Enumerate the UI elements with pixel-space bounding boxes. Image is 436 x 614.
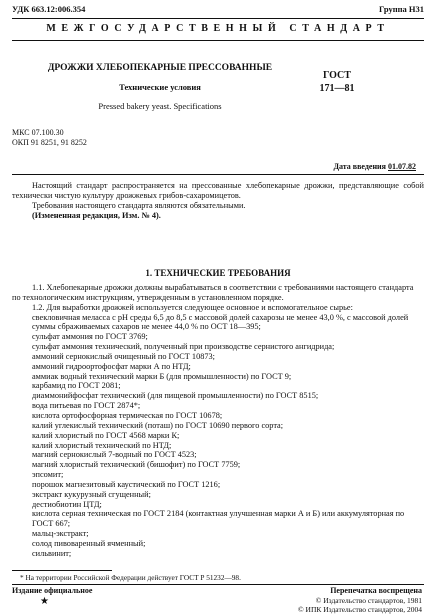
introduction-date	[333, 162, 416, 171]
standard-banner: МЕЖГОСУДАРСТВЕННЫЙ СТАНДАРТ	[46, 23, 390, 34]
gost-number	[292, 69, 382, 95]
requirements-list	[12, 283, 424, 559]
footer-rule	[12, 584, 424, 585]
list-item: аммоний сернокислый очищенный по ГОСТ 10873;	[32, 351, 215, 361]
list-item: магний хлористый технический (бишофит) по ГОСТ 7759;	[32, 460, 241, 470]
section-heading: 1. ТЕХНИЧЕСКИЕ ТРЕБОВАНИЯ	[145, 268, 291, 278]
list-item: калий хлористый технический по НТД;	[32, 440, 172, 450]
list-item: магний сернокислый 7-водный по ГОСТ 4523;	[32, 450, 197, 460]
preamble-rule	[12, 174, 424, 175]
list-item: солод пивоваренный ячменный;	[32, 538, 146, 548]
list-item: свекловичная меласса с pH среды 6,5 до 8,5 с массовой долей сахарозы не менее 43,0 %, с массовой долей суммы сбраживаемых сахаров не менее 44,0 % по ОСТ 18—395;	[32, 312, 409, 332]
list-item: калий углекислый технический (поташ) по ГОСТ 10690 первого сорта;	[32, 420, 284, 430]
gost-code: 171—81	[319, 83, 355, 94]
list-item: дестиобиотин ЦТД;	[32, 499, 102, 509]
list-item: кислота ортофосфорная термическая по ГОСТ 10678;	[32, 410, 223, 420]
english-title: Pressed bakery yeast. Specifications	[98, 101, 222, 111]
clause-1-1: 1.1. Хлебопекарные дрожжи должны вырабатываться в соответствии с требованиями настоящего стандарта по технологическим инструкциям, утвержденным в установленном порядке.	[12, 283, 414, 302]
list-item: сульфат аммония технический, полученный при производстве сернистого ангидрида;	[32, 342, 335, 352]
reprint-notice: Перепечатка воспрещена	[330, 586, 422, 595]
copyright-1981: © Издательство стандартов, 1981	[315, 596, 422, 605]
intro-date-value: 01.07.82	[388, 162, 416, 171]
list-item: кислота серная техническая по ГОСТ 2184 (контактная улучшенная марки А и Б) или аккумуляторная по ГОСТ 667;	[32, 509, 405, 529]
top-rule	[12, 18, 424, 19]
list-item: аммоний гидроортофосфат марки А по НТД;	[32, 361, 191, 371]
document-subtitle: Технические условия	[119, 82, 201, 92]
udk-code: УДК 663.12:006.354	[12, 4, 86, 14]
footnote: * На территории Российской Федерации действует ГОСТ Р 51232—98.	[20, 573, 241, 582]
materials-list	[12, 313, 424, 559]
footnote-rule	[12, 570, 112, 571]
list-item: эпсомит;	[32, 470, 64, 480]
preamble-mandatory: Требования настоящего стандарта являются обязательными.	[32, 200, 246, 210]
intro-date-label: Дата введения	[333, 162, 386, 171]
list-item: экстракт кукурузный сгущенный;	[32, 489, 151, 499]
classification-codes	[12, 128, 87, 148]
list-item: порошок магнезитовый каустический по ГОСТ 1216;	[32, 479, 221, 489]
clause-1-2: 1.2. Для выработки дрожжей используется следующее основное и вспомогательное сырье:	[32, 302, 353, 312]
mks-code: МКС 07.100.30	[12, 128, 64, 137]
group-code: Группа Н31	[378, 4, 424, 14]
list-item: вода питьевая по ГОСТ 2874*;	[32, 401, 141, 411]
document-title: ДРОЖЖИ ХЛЕБОПЕКАРНЫЕ ПРЕССОВАННЫЕ	[47, 63, 273, 73]
banner-rule	[12, 40, 424, 41]
list-item: калий хлористый по ГОСТ 4568 марки К;	[32, 430, 180, 440]
preamble-scope: Настоящий стандарт распространяется на прессованные хлебопекарные дрожжи, представляющие собой технически чистую культуру дрожжевых грибов-сахаромицетов.	[12, 181, 424, 200]
okp-code: ОКП 91 8251, 91 8252	[12, 138, 87, 147]
list-item: сульфат аммония по ГОСТ 3769;	[32, 332, 148, 342]
list-item: сильвинит;	[32, 548, 72, 558]
preamble	[12, 181, 424, 221]
list-item: мальц-экстракт;	[32, 529, 89, 539]
gost-label: ГОСТ	[323, 70, 351, 81]
copyright-2004: © ИПК Издательство стандартов, 2004	[297, 605, 422, 614]
list-item: диаммонийфосфат технический (для пищевой промышленности) по ГОСТ 8515;	[32, 391, 319, 401]
list-item: карбамид по ГОСТ 2081;	[32, 381, 121, 391]
star-icon: ★	[40, 596, 49, 607]
list-item: аммиак водный технический марки Б (для промышленности) по ГОСТ 9;	[32, 371, 292, 381]
preamble-amendment: (Измененная редакция, Изм. № 4).	[32, 210, 161, 220]
official-edition: Издание официальное	[12, 586, 93, 595]
